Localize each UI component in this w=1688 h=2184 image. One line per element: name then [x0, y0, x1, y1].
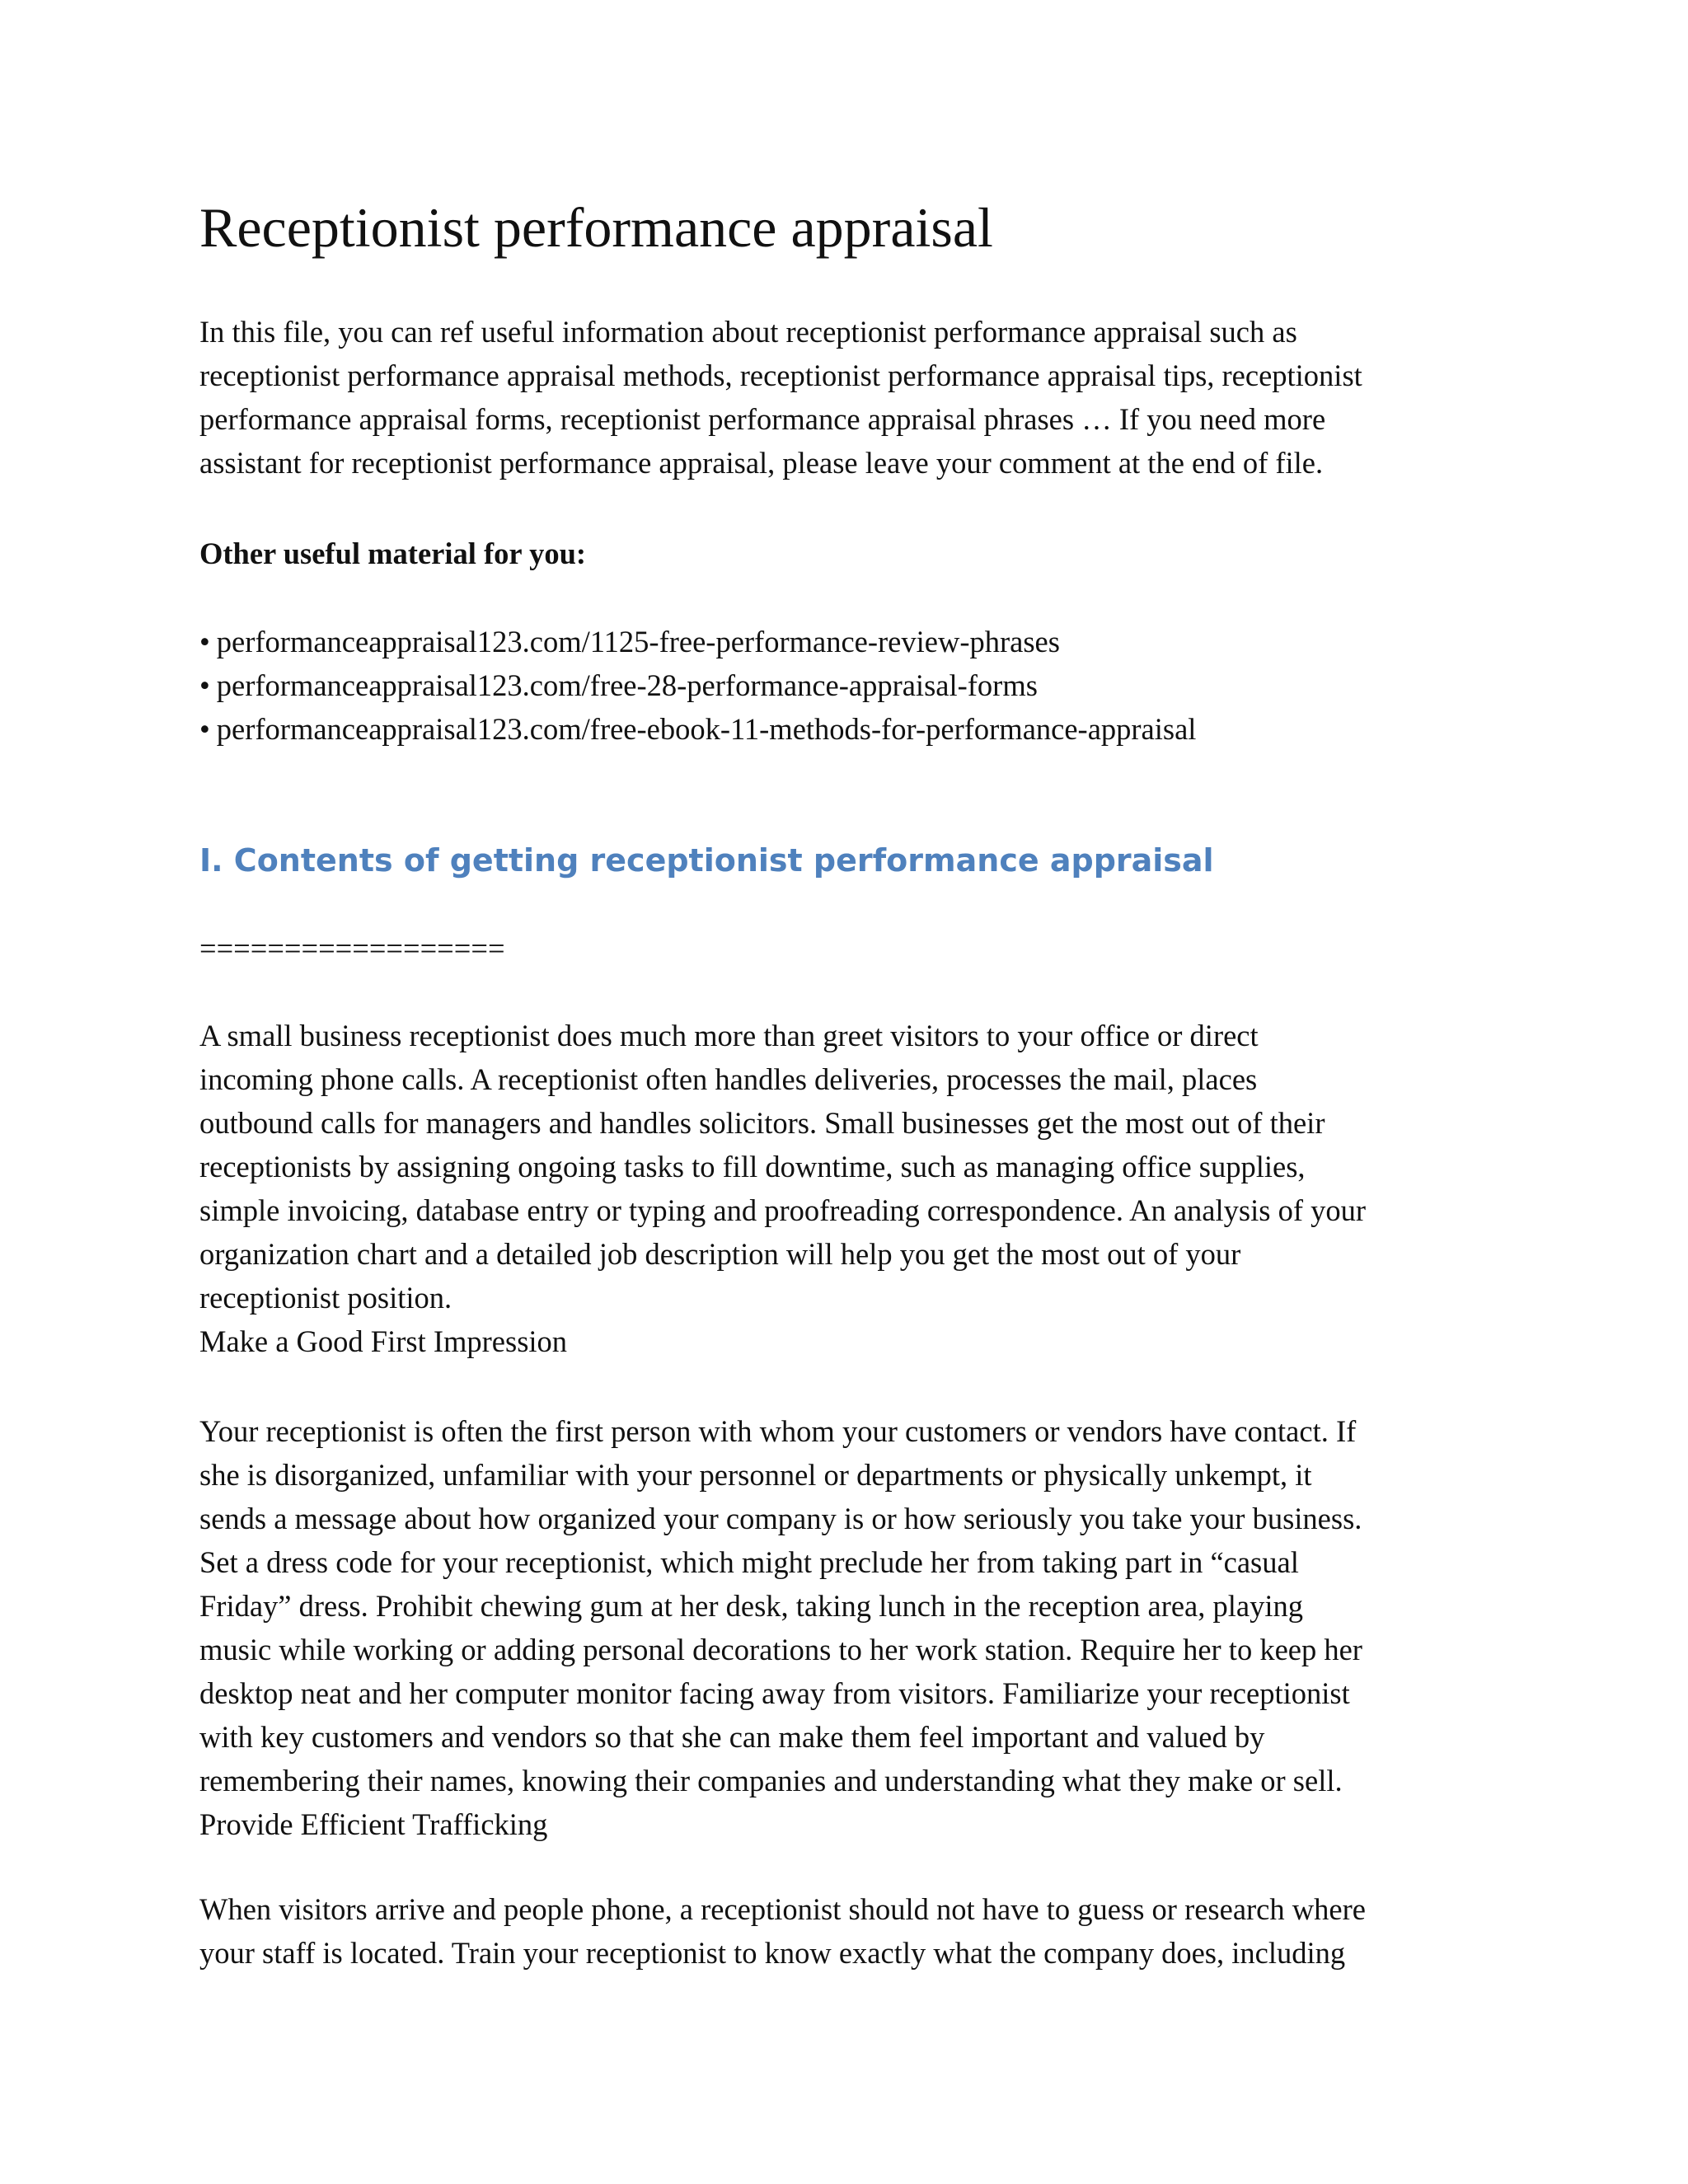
- body-line: desktop neat and her computer monitor facing away from visitors. Familiarize your receptionist: [199, 1676, 1350, 1710]
- body-paragraph-1: [199, 1014, 1493, 1363]
- body-line: with key customers and vendors so that she can make them feel important and valued by: [199, 1720, 1265, 1754]
- intro-line: assistant for receptionist performance appraisal, please leave your comment at the end of file.: [199, 446, 1324, 480]
- body-line: sends a message about how organized your company is or how seriously you take your business.: [199, 1502, 1362, 1535]
- body-line: receptionist position.: [199, 1281, 452, 1315]
- body-line: Set a dress code for your receptionist, which might preclude her from taking part in “casual: [199, 1545, 1299, 1579]
- intro-line: receptionist performance appraisal methods, receptionist performance appraisal tips, receptionist: [199, 359, 1362, 392]
- bullet-icon: •: [199, 668, 210, 702]
- other-material-label: Other useful material for you:: [199, 537, 587, 570]
- body-line: she is disorganized, unfamiliar with your personnel or departments or physically unkempt, it: [199, 1458, 1312, 1492]
- resource-link-list: [199, 620, 1196, 751]
- body-line: outbound calls for managers and handles solicitors. Small businesses get the most out of their: [199, 1106, 1325, 1140]
- page-title: Receptionist performance appraisal: [199, 196, 993, 259]
- intro-line: In this file, you can ref useful information about receptionist performance appraisal such as: [199, 315, 1297, 349]
- resource-link[interactable]: performanceappraisal123.com/1125-free-performance-review-phrases: [216, 625, 1060, 658]
- body-line: remembering their names, knowing their companies and understanding what they make or sell.: [199, 1764, 1343, 1797]
- body-paragraph-2: [199, 1409, 1493, 1846]
- body-line: Friday” dress. Prohibit chewing gum at her desk, taking lunch in the reception area, playing: [199, 1589, 1303, 1623]
- resource-link-item: [199, 663, 1196, 707]
- body-line: Your receptionist is often the first person with whom your customers or vendors have contact. If: [199, 1414, 1357, 1448]
- bullet-icon: •: [199, 712, 210, 746]
- body-line: When visitors arrive and people phone, a receptionist should not have to guess or research where: [199, 1892, 1366, 1926]
- body-line: organization chart and a detailed job description will help you get the most out of your: [199, 1237, 1241, 1271]
- body-line: incoming phone calls. A receptionist often handles deliveries, processes the mail, places: [199, 1062, 1258, 1096]
- body-line: receptionists by assigning ongoing tasks to fill downtime, such as managing office supplies,: [199, 1150, 1306, 1183]
- body-line: music while working or adding personal decorations to her work station. Require her to keep her: [199, 1633, 1362, 1666]
- resource-link-item: [199, 707, 1196, 751]
- resource-link[interactable]: performanceappraisal123.com/free-ebook-11-methods-for-performance-appraisal: [216, 712, 1197, 746]
- body-line: A small business receptionist does much more than greet visitors to your office or direct: [199, 1019, 1259, 1052]
- intro-line: performance appraisal forms, receptionist performance appraisal phrases … If you need more: [199, 402, 1326, 436]
- subheading-line: Make a Good First Impression: [199, 1324, 568, 1358]
- bullet-icon: •: [199, 625, 210, 658]
- body-line: simple invoicing, database entry or typing and proofreading correspondence. An analysis of your: [199, 1193, 1366, 1227]
- subheading-line: Provide Efficient Trafficking: [199, 1807, 548, 1841]
- resource-link[interactable]: performanceappraisal123.com/free-28-performance-appraisal-forms: [216, 668, 1038, 702]
- body-line: your staff is located. Train your receptionist to know exactly what the company does, including: [199, 1936, 1346, 1970]
- body-paragraph-3: [199, 1887, 1493, 1975]
- section-heading: I. Contents of getting receptionist performance appraisal: [199, 842, 1214, 879]
- intro-paragraph: [199, 310, 1493, 485]
- resource-link-item: [199, 620, 1196, 663]
- separator-line: ==================: [199, 931, 505, 965]
